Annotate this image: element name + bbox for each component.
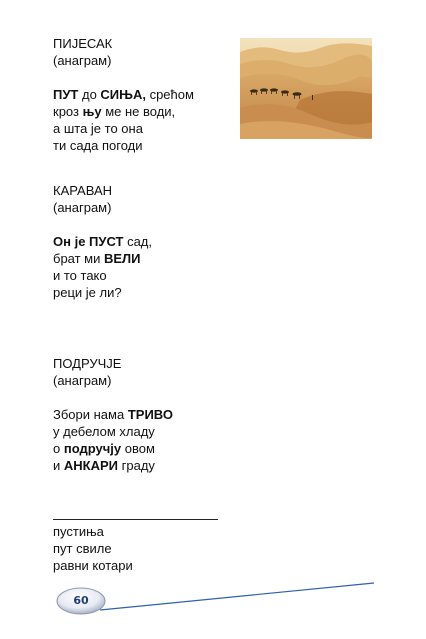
poem-text: ме не води, [101,104,176,119]
poem-line [53,250,152,267]
anagram-word: Он је ПУСТ [53,234,124,249]
blank-line [53,216,152,233]
poem-line: у дебелом хладу [53,424,155,439]
poem-line: а шта је то она [53,121,143,136]
poem-title: ПИЈЕСАК [53,36,113,51]
answer-item: пустиња [53,524,104,539]
poem-line [53,233,152,250]
anagram-word: ВЕЛИ [104,251,141,266]
poem-text: срећом [145,87,194,102]
poem-line: реци је ли? [53,285,122,300]
anagram-word: њу [82,104,102,119]
page-number: 60 [73,594,89,607]
poem-line [53,457,173,474]
poem-line [53,440,173,457]
poem-title: ПОДРУЧЈЕ [53,356,122,371]
blank-line [53,69,194,86]
poem-subtitle: (анаграм) [53,200,112,215]
poem-line [53,86,194,103]
poem-title: КАРАВАН [53,183,113,198]
anagram-word: подручју [63,441,122,456]
poem-subtitle: (анаграм) [53,53,112,68]
poem-text: кроз [53,104,83,119]
poem-text: до [78,87,101,102]
poem-text: граду [118,458,155,473]
anagram-word: ПУТ [53,87,79,102]
poem-text: брат ми [53,251,104,266]
poem-podrucje [53,355,173,474]
poem-line [53,406,173,423]
poem-subtitle: (анаграм) [53,373,112,388]
desert-caravan-image [240,38,372,139]
page-number-badge [55,586,107,616]
poem-text: о [53,441,64,456]
blank-line [53,389,173,406]
answer-item: пут свиле [53,541,112,556]
poem-line [53,103,194,120]
answer-separator [53,519,218,520]
answer-item: равни котари [53,558,133,573]
poem-text: и [53,458,64,473]
anagram-word: АНКАРИ [63,458,118,473]
anagram-word: СИЊА, [100,87,146,102]
anagram-word: ТРИВО [127,407,173,422]
poem-text: овом [121,441,155,456]
poem-line: ти сада погоди [53,138,143,153]
poem-text: сад, [123,234,153,249]
poem-text: Збори нама [53,407,128,422]
answers-list [53,523,133,574]
poem-line: и то тако [53,268,107,283]
poem-karavan [53,182,152,301]
poem-pijesak [53,35,194,154]
